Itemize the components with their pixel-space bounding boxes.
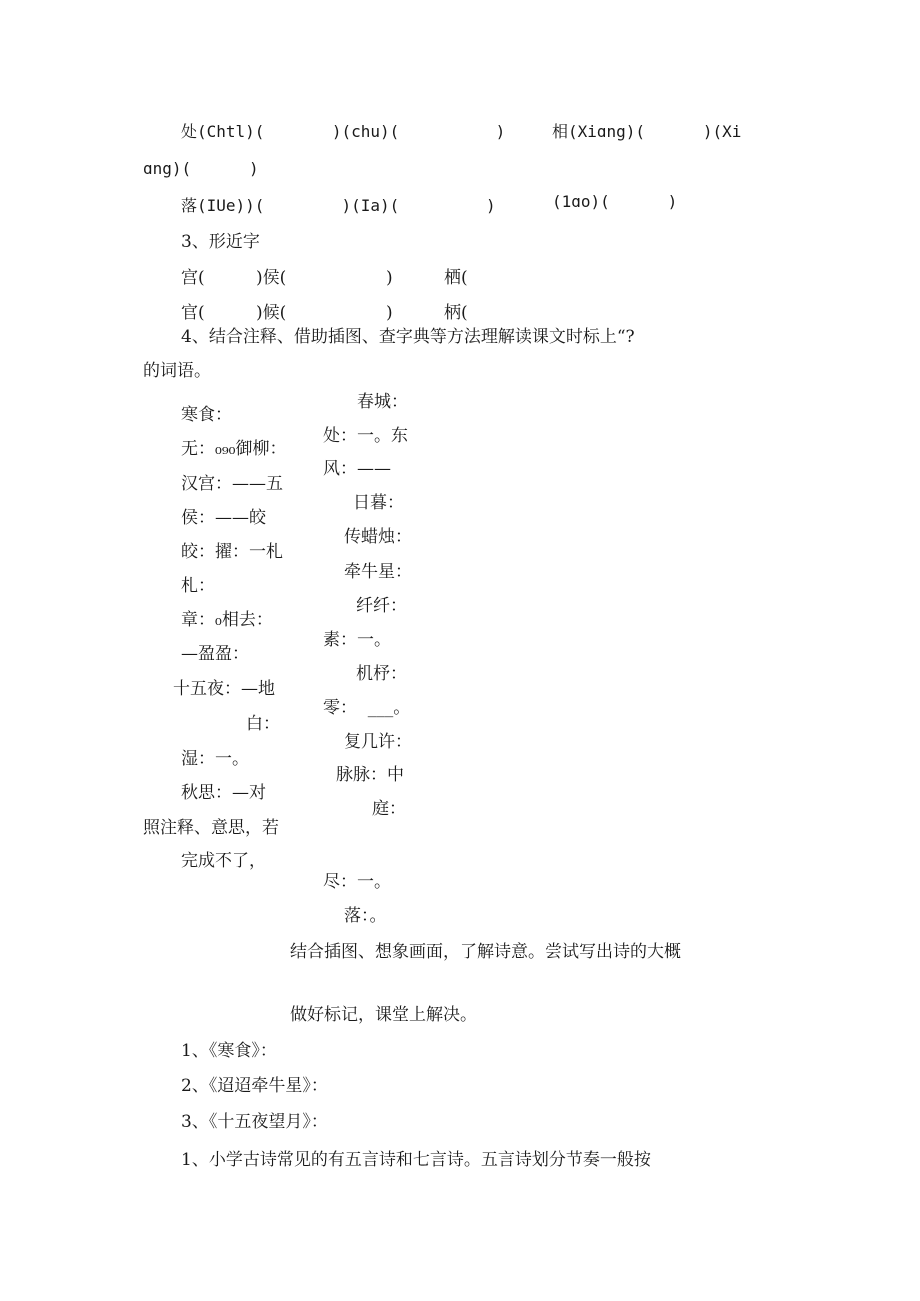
vocab-left-item: 札： [181, 576, 215, 596]
section-4-line-2: 的词语。 [143, 361, 211, 381]
vocab-left-item: 照注释、意思，若 [143, 818, 279, 838]
similar-row-2-b: )候( [256, 303, 287, 323]
vocab-left-item: 十五夜：—地 [173, 679, 275, 699]
vocab-right-item: 素：一。 [323, 630, 391, 650]
instruction-line-1: 结合插图、想象画面，了解诗意。尝试写出诗的大概 [290, 942, 681, 962]
pinyin-line-1-left: 处(Chtl)( )(chu)( ) [181, 122, 506, 141]
vocab-right-item: 纤纤： [356, 596, 407, 616]
vocab-left-item: —盈盈： [181, 644, 249, 664]
vocab-right-item: 日暮： [353, 493, 404, 513]
vocab-right-item: 尽：一。 [323, 872, 391, 892]
similar-row-2-d: 柄( [444, 303, 468, 323]
vocab-left-item: 章：₀相去： [181, 610, 273, 630]
vocab-left-item: 湿：一。 [181, 749, 249, 769]
vocab-left-item: 皎：擢：一札 [181, 542, 283, 562]
vocab-right-item: 脉脉：中 [336, 765, 404, 785]
pinyin-line-2: ɑng)( ) [143, 159, 259, 178]
vocab-right-item: 庭： [372, 799, 406, 819]
poem-item: 3、《十五夜望月》： [181, 1112, 328, 1132]
vocab-left-item: 白： [246, 714, 280, 734]
vocab-right-item: 零： ___。 [323, 698, 411, 718]
pinyin-line-1-right: 相(Xiɑng)( )(Xi [552, 122, 742, 141]
similar-row-2-a: 官( [181, 303, 205, 323]
vocab-right-item: 复几许： [344, 732, 412, 752]
vocab-left-item: 寒食： [181, 405, 232, 425]
vocab-left-item: 无：₀₉₀御柳： [181, 439, 287, 459]
pinyin-line-3-right: (1ɑo)( ) [552, 192, 678, 211]
vocab-right-item: 春城： [357, 392, 408, 412]
similar-row-1-b: )侯( [256, 268, 287, 288]
poem-item: 2、《迢迢牵牛星》： [181, 1076, 328, 1096]
similar-row-1-a: 宫( [181, 268, 205, 288]
poem-item: 1、小学古诗常见的有五言诗和七言诗。五言诗划分节奏一般按 [181, 1150, 651, 1170]
pinyin-line-3-left: 落(IUe))( )(Ia)( ) [181, 196, 496, 215]
section-4-line-1: 4、结合注释、借助插图、查字典等方法理解读课文时标上“? [181, 327, 635, 347]
vocab-right-item: 风：—— [323, 459, 391, 479]
section-3-heading: 3、形近字 [181, 232, 260, 252]
vocab-left-item: 汉宫：——五 [181, 474, 283, 494]
vocab-left-item: 侯：——皎 [181, 508, 266, 528]
vocab-right-item: 落：。 [344, 906, 387, 926]
vocab-right-item: 传蜡烛： [344, 527, 412, 547]
vocab-left-item: 完成不了， [181, 851, 266, 871]
similar-row-1-c: ) [386, 268, 393, 288]
vocab-right-item: 处：一。东 [323, 426, 408, 446]
vocab-left-item: 秋思：—对 [181, 783, 266, 803]
similar-row-2-c: ) [386, 303, 393, 323]
vocab-right-item: 机杼： [356, 664, 407, 684]
poem-item: 1、《寒食》： [181, 1041, 277, 1061]
instruction-line-2: 做好标记，课堂上解决。 [290, 1005, 477, 1025]
vocab-right-item: 牵牛星： [344, 562, 412, 582]
similar-row-1-d: 栖( [444, 268, 468, 288]
